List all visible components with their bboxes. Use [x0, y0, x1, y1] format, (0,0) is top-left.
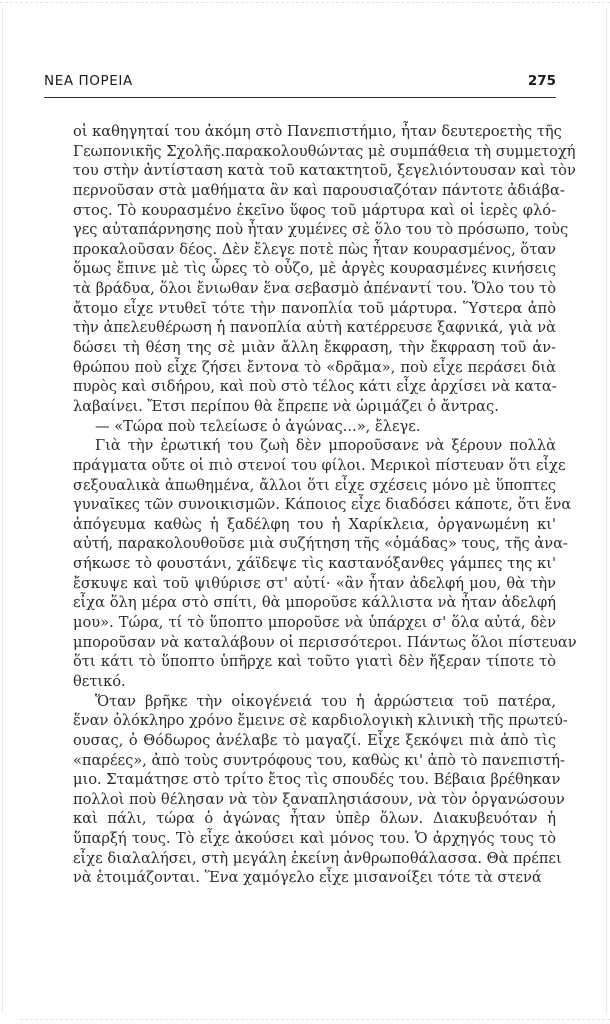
- page-bottom-edge: [20, 1019, 610, 1021]
- text-line: περνοῦσαν στὰ μαθήματα ἂν καὶ παρουσιαζόταν πάντοτε ἀδιάβα-: [73, 181, 565, 199]
- text-line: ὅμως ἔπινε μὲ τὶς ὧρες τὸ οὖζο, μὲ ἀργὲς κουρασμένες κινήσεις: [73, 260, 556, 278]
- text-line: πράγματα οὔτε οἱ πιὸ στενοί του φίλοι. Μερικοὶ πίστευαν ὅτι εἶχε: [73, 456, 566, 474]
- page-number: 275: [527, 73, 556, 89]
- text-line: οἱ καθηγηταί του ἀκόμη στὸ Πανεπιστήμιο, ἦταν δευτεροετὴς τῆς: [73, 123, 562, 140]
- text-line: λαβαίνει. Ἔτσι περίπου θὰ ἔπρεπε νὰ ὡριμάζει ὁ ἄντρας.: [73, 397, 499, 415]
- paragraph: [73, 417, 556, 437]
- text-line: αὐτή, παρακολουθοῦσε μιὰ συζήτηση τῆς «ὁμάδας» τους, τῆς ἀνα-: [73, 535, 568, 553]
- text-line: «παρέες», ἀπὸ τοὺς συντρόφους του, καθὼς κι' ἀπὸ τὸ πανεπιστή-: [73, 751, 565, 769]
- text-line: ὅτι κάτι τὸ ὕποπτο ὑπῆρχε καὶ τοῦτο γιατὶ δὲν ἤξεραν τίποτε τὸ: [73, 653, 556, 671]
- text-line: ουσας, ὁ Θόδωρος ἀνέλαβε τὸ μαγαζί. Εἶχε ξεκόψει πιὰ ἀπὸ τὶς: [73, 731, 556, 749]
- body-text: [73, 122, 577, 888]
- paragraph: [73, 436, 577, 691]
- text-line: ὕπαρξή τους. Τὸ εἶχε ἀκούσει καὶ μόνος του. Ὁ ἀρχηγός τους τὸ: [73, 830, 556, 848]
- text-line: νὰ ἑτοιμάζονται. Ἕνα χαμόγελο εἶχε μισανοίξει τότε τὰ στενά: [73, 869, 542, 887]
- text-line: θετικό.: [73, 672, 126, 690]
- text-line: θρώπου ποὺ εἶχε ζήσει ἔντονα τὸ «δρᾶμα», ποὺ εἶχε περάσει διὰ: [73, 358, 556, 376]
- page-right-edge: [606, 8, 607, 1013]
- text-line: γες αὐταπάρνησης ποὺ ἦταν χυμένες σὲ ὅλο του τὸ πρόσωπο, τοὺς: [73, 221, 569, 239]
- header-rule: [44, 97, 556, 98]
- text-line: σήκωσε τὸ φουστάνι, χάϊδεψε τὶς καστανόξανθες γάμπες της κι': [73, 555, 556, 573]
- text-line: τὴν ἀπελευθέρωση ἡ πανοπλία αὐτὴ κατέρρευσε ξαφνικά, γιὰ νὰ: [73, 319, 556, 337]
- text-line: μου». Τώρα, τί τὸ ὕποπτο μποροῦσε νὰ ὑπάρχει σ' ὅλα αὐτά, δὲν: [73, 614, 556, 632]
- text-line: — «Τώρα ποὺ τελείωσε ὁ ἀγώνας...», ἔλεγε.: [95, 417, 421, 435]
- paragraph: [73, 692, 568, 888]
- text-line: γυναῖκες τῶν συνοικισμῶν. Κάποιος εἶχε διαδόσει κάποτε, ὅτι ἕνα: [73, 496, 572, 514]
- paragraph: [73, 122, 576, 417]
- text-line: εἶχα ὅλη μέρα στὸ σπίτι, θὰ μποροῦσε κάλλιστα νὰ ἦταν ἀδελφή: [73, 594, 556, 612]
- text-line: μιο. Σταμάτησε στὸ τρίτο ἔτος τὶς σπουδές του. Βέβαια βρέθηκαν: [73, 771, 561, 789]
- text-line: τὰ βράδυα, ὅλοι ἔνιωθαν ἕνα σεβασμὸ ἀπέναντί του. Ὅλο του τὸ: [73, 280, 556, 298]
- text-line: δώσει τὴ θέση της σὲ μιὰν ἄλλη ἔκφραση, τὴν ἔκφραση τοῦ ἀν-: [73, 339, 556, 357]
- text-line: ἀπόγευμα καθὼς ἡ ξαδέλφη του ἡ Χαρίκλεια, ὀργανωμένη κι': [73, 515, 556, 533]
- text-line: ἔσκυψε καὶ τοῦ ψιθύρισε στ' αὐτί· «ἂν ἦταν ἀδελφή μου, θὰ τὴν: [73, 574, 556, 592]
- text-line: μποροῦσαν νὰ καταλάβουν οἱ περισσότεροι. Πάντως ὅλοι πίστευαν: [73, 633, 577, 651]
- text-line: Ὅταν βρῆκε τὴν οἰκογένειά του ἡ ἀρρώστεια τοῦ πατέρα,: [95, 692, 556, 710]
- text-line: σεξουαλικὰ ἀπωθημένα, ἄλλοι ὅτι εἶχε σχέσεις μόνο μὲ ὕποπτες: [73, 476, 556, 494]
- page-left-edge: [2, 8, 3, 1013]
- text-line: Γιὰ τὴν ἐρωτική του ζωὴ δὲν μποροῦσανε νὰ ξέρουν πολλὰ: [95, 437, 556, 455]
- text-line: εἶχε διαλαλήσει, στὴ μεγάλη ἐκείνη ἀνθρωποθάλασσα. Θὰ πρέπει: [73, 849, 562, 867]
- text-line: πυρὸς καὶ σιδήρου, καὶ ποὺ στὸ τέλος κάτι εἶχε ἀρχίσει νὰ κατα-: [73, 378, 557, 396]
- text-line: προκαλοῦσαν δέος. Δὲν ἔλεγε ποτὲ πὼς ἦταν κουρασμένος, ὅταν: [73, 240, 556, 258]
- text-line: του στὴν ἀντίσταση κατὰ τοῦ κατακτητοῦ, ξεγελιόντουσαν καὶ τὸν: [73, 162, 576, 180]
- running-head: [44, 73, 556, 93]
- text-line: ἕναν ὁλόκληρο χρόνο ἔμεινε σὲ καρδιολογικὴ κλινικὴ τῆς πρωτεύ-: [73, 712, 568, 730]
- text-line: στος. Τὸ κουρασμένο ἐκεῖνο ὕφος τοῦ μάρτυρα καὶ οἱ ἱερὲς φλό-: [73, 201, 556, 219]
- text-line: καὶ πάλι, τώρα ὁ ἀγώνας ἦταν ὑπὲρ ὅλων. Διακυβευόταν ἡ: [73, 810, 556, 828]
- text-line: ἄτομο εἶχε ντυθεῖ τότε τὴν πανοπλία τοῦ μάρτυρα. Ὕστερα ἀπὸ: [73, 299, 556, 317]
- text-line: Γεωπονικῆς Σχολῆς.παρακολουθώντας μὲ συμπάθεια τὴ συμμετοχή: [73, 142, 576, 160]
- page-top-edge: [0, 2, 610, 4]
- journal-title: ΝΕΑ ΠΟΡΕΙΑ: [44, 73, 133, 89]
- text-line: πολλοὶ ποὺ θέλησαν νὰ τὸν ξαναπλησιάσουν, νὰ τὸν ὀργανώσουν: [73, 790, 565, 808]
